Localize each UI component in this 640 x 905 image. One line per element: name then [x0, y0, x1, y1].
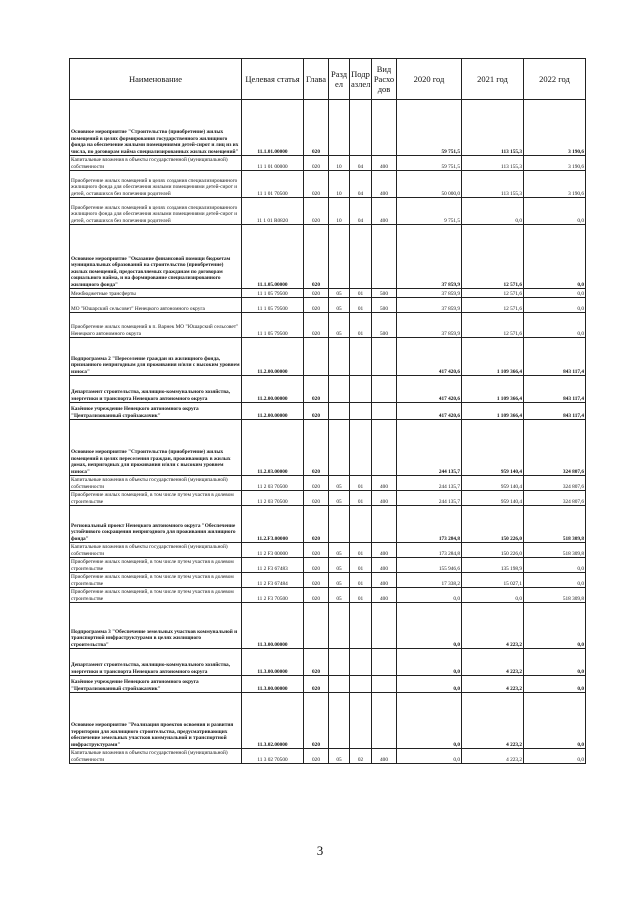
section-cell — [329, 506, 350, 543]
col-header-chapter: Глава — [304, 59, 329, 100]
col-header-target-article: Целевая статья — [242, 59, 304, 100]
section-cell — [329, 338, 350, 376]
subsection-cell: 01 — [350, 476, 372, 491]
amount-2021-cell: 4 223,2 — [462, 749, 524, 764]
amount-2021-cell: 4 223,2 — [462, 603, 524, 649]
table-row — [70, 676, 586, 693]
target-article-cell: 11.1.05.00000 — [242, 225, 304, 289]
section-cell — [329, 420, 350, 476]
amount-2022-cell: 0,0 — [524, 313, 586, 338]
expense-type-cell: 400 — [372, 558, 397, 573]
amount-2022-cell: 0,0 — [524, 603, 586, 649]
subsection-cell — [350, 649, 372, 676]
subsection-cell: 01 — [350, 558, 372, 573]
section-cell — [329, 100, 350, 156]
col-header-2021: 2021 год — [462, 59, 524, 100]
expense-type-cell: 400 — [372, 198, 397, 225]
target-article-cell: 11.2.00.00000 — [242, 403, 304, 420]
expense-type-cell: 500 — [372, 289, 397, 298]
col-header-expense-type: Вид Расхо дов — [372, 59, 397, 100]
subsection-cell — [350, 693, 372, 749]
row-name-cell: Приобретение жилых помещений в целях создания специализированного жилищного фонда для обеспечения жилыми помещениями детей-сирот и детей, оставшихся без попечения родителей — [70, 198, 242, 225]
target-article-cell: 11.2.F3.00000 — [242, 506, 304, 543]
amount-2021-cell: 150 226,0 — [462, 543, 524, 558]
amount-2021-cell: 12 571,6 — [462, 313, 524, 338]
amount-2021-cell: 959 140,4 — [462, 476, 524, 491]
row-name-cell: Основное мероприятие "Оказание финансовой помощи бюджетам муниципальных образований на строительство (приобретение) жилых помещений, предоставляемых гражданам по договорам социального найма, и на формирование специализированного жилищного фонда" — [70, 225, 242, 289]
table-row — [70, 156, 586, 171]
target-article-cell: 11 2 F3 00000 — [242, 543, 304, 558]
amount-2021-cell: 150 226,0 — [462, 506, 524, 543]
amount-2020-cell: 0,0 — [397, 603, 462, 649]
target-article-cell: 11.2.00.00000 — [242, 338, 304, 376]
amount-2020-cell: 59 751,5 — [397, 156, 462, 171]
amount-2022-cell: 0,0 — [524, 289, 586, 298]
amount-2022-cell: 518 309,8 — [524, 588, 586, 603]
table-row — [70, 749, 586, 764]
target-article-cell: 11.1.01.00000 — [242, 100, 304, 156]
row-name-cell: Капитальные вложения в объекты государственной (муниципальной) собственности — [70, 543, 242, 558]
chapter-cell: 020 — [304, 543, 329, 558]
amount-2020-cell: 173 284,8 — [397, 506, 462, 543]
subsection-cell: 01 — [350, 588, 372, 603]
table-row — [70, 171, 586, 198]
chapter-cell: 020 — [304, 491, 329, 506]
amount-2020-cell: 50 000,0 — [397, 171, 462, 198]
amount-2022-cell: 0,0 — [524, 749, 586, 764]
row-name-cell: Подпрограмма 2 "Переселение граждан из жилищного фонда, признанного непригодным для проживания и/или с высоким уровнем износа" — [70, 338, 242, 376]
amount-2021-cell: 0,0 — [462, 588, 524, 603]
target-article-cell: 11.2.00.00000 — [242, 376, 304, 403]
amount-2020-cell: 59 751,5 — [397, 100, 462, 156]
expense-type-cell — [372, 506, 397, 543]
row-name-cell: Приобретение жилых помещений, в том числе путем участия в долевом строительстве — [70, 558, 242, 573]
amount-2020-cell: 9 751,5 — [397, 198, 462, 225]
section-cell: 10 — [329, 156, 350, 171]
subsection-cell — [350, 506, 372, 543]
subsection-cell — [350, 420, 372, 476]
subsection-cell — [350, 338, 372, 376]
amount-2022-cell: 3 190,6 — [524, 171, 586, 198]
header-row — [70, 59, 586, 100]
amount-2022-cell: 0,0 — [524, 693, 586, 749]
subsection-cell: 04 — [350, 198, 372, 225]
expense-type-cell — [372, 225, 397, 289]
amount-2022-cell: 0,0 — [524, 676, 586, 693]
expense-type-cell: 400 — [372, 573, 397, 588]
row-name-cell: Приобретение жилых помещений, в том числе путем участия в долевом строительстве — [70, 573, 242, 588]
subsection-cell — [350, 376, 372, 403]
subsection-cell: 02 — [350, 749, 372, 764]
subsection-cell — [350, 676, 372, 693]
target-article-cell: 11 1 05 79500 — [242, 289, 304, 298]
amount-2022-cell: 843 117,4 — [524, 376, 586, 403]
expense-type-cell — [372, 100, 397, 156]
col-header-name: Наименование — [70, 59, 242, 100]
amount-2020-cell: 37 859,9 — [397, 289, 462, 298]
section-cell: 10 — [329, 171, 350, 198]
amount-2020-cell: 244 135,7 — [397, 420, 462, 476]
section-cell: 05 — [329, 558, 350, 573]
amount-2021-cell: 113 155,3 — [462, 156, 524, 171]
target-article-cell: 11.2.03.00000 — [242, 420, 304, 476]
table-row — [70, 491, 586, 506]
amount-2021-cell: 12 571,6 — [462, 289, 524, 298]
amount-2021-cell: 135 198,9 — [462, 558, 524, 573]
amount-2020-cell: 417 420,6 — [397, 403, 462, 420]
amount-2020-cell: 244 135,7 — [397, 491, 462, 506]
amount-2020-cell: 0,0 — [397, 588, 462, 603]
chapter-cell: 020 — [304, 100, 329, 156]
table-row — [70, 573, 586, 588]
section-cell — [329, 403, 350, 420]
target-article-cell: 11 2 03 70500 — [242, 476, 304, 491]
row-name-cell: МО "Юшарский сельсовет" Ненецкого автономного округа — [70, 298, 242, 313]
section-cell — [329, 603, 350, 649]
amount-2022-cell: 0,0 — [524, 649, 586, 676]
amount-2021-cell: 959 140,4 — [462, 420, 524, 476]
row-name-cell: Основное мероприятие "Строительство (приобретение) жилых помещений в целях переселения граждан, проживающих в жилых домах, непригодных для проживания и/или с высоким уровнем износа" — [70, 420, 242, 476]
row-name-cell: Приобретение жилых помещений, в том числе путем участия в долевом строительстве — [70, 491, 242, 506]
amount-2022-cell: 324 807,6 — [524, 491, 586, 506]
amount-2021-cell: 4 223,2 — [462, 676, 524, 693]
amount-2020-cell: 0,0 — [397, 693, 462, 749]
target-article-cell: 11 2 F3 67483 — [242, 558, 304, 573]
expense-type-cell: 400 — [372, 749, 397, 764]
chapter-cell: 020 — [304, 506, 329, 543]
amount-2021-cell: 12 571,6 — [462, 298, 524, 313]
row-name-cell: Департамент строительства, жилищно-коммунального хозяйства, энергетики и транспорта Ненецкого автономного округа — [70, 376, 242, 403]
amount-2021-cell: 113 155,3 — [462, 100, 524, 156]
expense-type-cell: 400 — [372, 588, 397, 603]
chapter-cell — [304, 603, 329, 649]
section-cell — [329, 676, 350, 693]
chapter-cell: 020 — [304, 156, 329, 171]
expense-type-cell: 400 — [372, 171, 397, 198]
row-name-cell: Межбюджетные трансферты — [70, 289, 242, 298]
col-header-subsection: Подр азлел — [350, 59, 372, 100]
expense-type-cell: 500 — [372, 313, 397, 338]
amount-2022-cell: 324 807,6 — [524, 420, 586, 476]
expense-type-cell: 400 — [372, 491, 397, 506]
page-number: 3 — [316, 843, 324, 858]
table-body — [70, 100, 586, 764]
amount-2021-cell: 1 109 366,4 — [462, 338, 524, 376]
row-name-cell: Подпрограмма 3 "Обеспечение земельных участков коммунальной и транспортной инфраструктурами в целях жилищного строительства" — [70, 603, 242, 649]
expense-type-cell — [372, 338, 397, 376]
budget-table-sheet — [69, 58, 585, 764]
amount-2022-cell: 0,0 — [524, 198, 586, 225]
table-row — [70, 298, 586, 313]
subsection-cell: 01 — [350, 289, 372, 298]
expense-type-cell — [372, 693, 397, 749]
section-cell: 10 — [329, 198, 350, 225]
chapter-cell: 020 — [304, 420, 329, 476]
target-article-cell: 11 1 05 79500 — [242, 313, 304, 338]
amount-2022-cell: 843 117,4 — [524, 338, 586, 376]
subsection-cell: 01 — [350, 313, 372, 338]
expense-type-cell: 400 — [372, 476, 397, 491]
table-row — [70, 543, 586, 558]
row-name-cell: Капитальные вложения в объекты государственной (муниципальной) собственности — [70, 476, 242, 491]
target-article-cell: 11.3.00.00000 — [242, 603, 304, 649]
section-cell — [329, 649, 350, 676]
target-article-cell: 11.3.00.00000 — [242, 649, 304, 676]
chapter-cell: 020 — [304, 313, 329, 338]
chapter-cell: 020 — [304, 588, 329, 603]
target-article-cell: 11 1 05 79500 — [242, 298, 304, 313]
amount-2021-cell: 959 140,4 — [462, 491, 524, 506]
chapter-cell: 020 — [304, 573, 329, 588]
target-article-cell: 11 2 03 70500 — [242, 491, 304, 506]
target-article-cell: 11 2 F3 67484 — [242, 573, 304, 588]
chapter-cell: 020 — [304, 749, 329, 764]
table-row — [70, 476, 586, 491]
section-cell: 05 — [329, 573, 350, 588]
budget-table — [69, 58, 586, 764]
section-cell: 05 — [329, 491, 350, 506]
col-header-2020: 2020 год — [397, 59, 462, 100]
expense-type-cell — [372, 676, 397, 693]
expense-type-cell — [372, 603, 397, 649]
chapter-cell: 020 — [304, 649, 329, 676]
amount-2022-cell: 518 309,8 — [524, 506, 586, 543]
row-name-cell: Основное мероприятие "Реализация проектов освоения и развития территории для жилищного строительства, предусматривающих обеспечение земельных участков коммунальной и транспортной инфраструктурами" — [70, 693, 242, 749]
chapter-cell: 020 — [304, 693, 329, 749]
chapter-cell: 020 — [304, 676, 329, 693]
subsection-cell: 01 — [350, 543, 372, 558]
table-row — [70, 506, 586, 543]
subsection-cell — [350, 603, 372, 649]
section-cell — [329, 376, 350, 403]
table-row — [70, 376, 586, 403]
chapter-cell: 020 — [304, 289, 329, 298]
amount-2020-cell: 37 859,9 — [397, 225, 462, 289]
amount-2020-cell: 244 135,7 — [397, 476, 462, 491]
amount-2021-cell: 4 223,2 — [462, 693, 524, 749]
target-article-cell: 11.3.02.00000 — [242, 693, 304, 749]
row-name-cell: Казённое учреждение Ненецкого автономного округа "Централизованный стройзаказчик" — [70, 403, 242, 420]
amount-2021-cell: 1 109 366,4 — [462, 376, 524, 403]
row-name-cell: Региональный проект Ненецкого автономного округа "Обеспечение устойчивого сокращения непригодного для проживания жилищного фонда" — [70, 506, 242, 543]
table-row — [70, 225, 586, 289]
col-header-section: Разд ел — [329, 59, 350, 100]
section-cell: 05 — [329, 289, 350, 298]
subsection-cell: 04 — [350, 156, 372, 171]
row-name-cell: Департамент строительства, жилищно-коммунального хозяйства, энергетики и транспорта Ненецкого автономного округа — [70, 649, 242, 676]
table-row — [70, 198, 586, 225]
amount-2022-cell: 3 190,6 — [524, 100, 586, 156]
section-cell: 05 — [329, 749, 350, 764]
amount-2022-cell: 324 807,6 — [524, 476, 586, 491]
section-cell: 05 — [329, 588, 350, 603]
amount-2020-cell: 17 338,2 — [397, 573, 462, 588]
target-article-cell: 11 1 01 70500 — [242, 171, 304, 198]
amount-2022-cell: 3 190,6 — [524, 156, 586, 171]
section-cell: 05 — [329, 298, 350, 313]
table-row — [70, 338, 586, 376]
chapter-cell: 020 — [304, 225, 329, 289]
table-row — [70, 693, 586, 749]
target-article-cell: 11 2 F3 70500 — [242, 588, 304, 603]
section-cell: 05 — [329, 476, 350, 491]
table-row — [70, 649, 586, 676]
amount-2020-cell: 173 284,8 — [397, 543, 462, 558]
amount-2022-cell: 0,0 — [524, 225, 586, 289]
amount-2020-cell: 0,0 — [397, 749, 462, 764]
target-article-cell: 11 3 02 70500 — [242, 749, 304, 764]
amount-2022-cell: 0,0 — [524, 558, 586, 573]
expense-type-cell — [372, 649, 397, 676]
chapter-cell: 020 — [304, 476, 329, 491]
row-name-cell: Капитальные вложения в объекты государственной (муниципальной) собственности — [70, 156, 242, 171]
section-cell — [329, 693, 350, 749]
amount-2021-cell: 0,0 — [462, 198, 524, 225]
row-name-cell: Основное мероприятие "Строительство (приобретение) жилых помещений в целях формирования государственного жилищного фонда на обеспечение жилыми помещениями детей-сирот и лиц из их числа, по договорам найма специализированных жилых помещений" — [70, 100, 242, 156]
table-row — [70, 603, 586, 649]
subsection-cell: 01 — [350, 491, 372, 506]
expense-type-cell: 400 — [372, 543, 397, 558]
table-row — [70, 313, 586, 338]
section-cell: 05 — [329, 543, 350, 558]
expense-type-cell: 400 — [372, 156, 397, 171]
table-row — [70, 289, 586, 298]
amount-2020-cell: 417 420,6 — [397, 376, 462, 403]
amount-2021-cell: 1 109 366,4 — [462, 403, 524, 420]
amount-2022-cell: 843 117,4 — [524, 403, 586, 420]
expense-type-cell — [372, 376, 397, 403]
chapter-cell: 020 — [304, 298, 329, 313]
subsection-cell: 04 — [350, 171, 372, 198]
table-row — [70, 100, 586, 156]
row-name-cell: Приобретение жилых помещений в п. Варнек МО "Юшарский сельсовет" Ненецкого автономного округа — [70, 313, 242, 338]
amount-2021-cell: 12 571,6 — [462, 225, 524, 289]
amount-2022-cell: 0,0 — [524, 573, 586, 588]
section-cell: 05 — [329, 313, 350, 338]
target-article-cell: 11 1 01 R0820 — [242, 198, 304, 225]
amount-2020-cell: 155 946,6 — [397, 558, 462, 573]
amount-2022-cell: 518 309,8 — [524, 543, 586, 558]
amount-2020-cell: 37 859,9 — [397, 313, 462, 338]
subsection-cell — [350, 100, 372, 156]
amount-2020-cell: 37 859,9 — [397, 298, 462, 313]
amount-2020-cell: 0,0 — [397, 649, 462, 676]
col-header-2022: 2022 год — [524, 59, 586, 100]
expense-type-cell — [372, 403, 397, 420]
subsection-cell — [350, 403, 372, 420]
subsection-cell: 01 — [350, 573, 372, 588]
row-name-cell: Приобретение жилых помещений в целях создания специализированного жилищного фонда для обеспечения жилыми помещениями детей-сирот и детей, оставшихся без попечения родителей — [70, 171, 242, 198]
chapter-cell: 020 — [304, 376, 329, 403]
subsection-cell: 01 — [350, 298, 372, 313]
table-row — [70, 558, 586, 573]
row-name-cell: Капитальные вложения в объекты государственной (муниципальной) собственности — [70, 749, 242, 764]
amount-2020-cell: 417 420,6 — [397, 338, 462, 376]
row-name-cell: Приобретение жилых помещений, в том числе путем участия в долевом строительстве — [70, 588, 242, 603]
amount-2022-cell: 0,0 — [524, 298, 586, 313]
target-article-cell: 11.3.00.00000 — [242, 676, 304, 693]
row-name-cell: Казённое учреждение Ненецкого автономного округа "Централизованный стройзаказчик" — [70, 676, 242, 693]
expense-type-cell — [372, 420, 397, 476]
table-row — [70, 403, 586, 420]
chapter-cell — [304, 338, 329, 376]
chapter-cell: 020 — [304, 558, 329, 573]
table-row — [70, 420, 586, 476]
amount-2021-cell: 4 223,2 — [462, 649, 524, 676]
expense-type-cell: 500 — [372, 298, 397, 313]
amount-2020-cell: 0,0 — [397, 676, 462, 693]
amount-2021-cell: 113 155,3 — [462, 171, 524, 198]
chapter-cell: 020 — [304, 198, 329, 225]
target-article-cell: 11 1 01 00000 — [242, 156, 304, 171]
chapter-cell: 020 — [304, 403, 329, 420]
table-row — [70, 588, 586, 603]
section-cell — [329, 225, 350, 289]
chapter-cell: 020 — [304, 171, 329, 198]
amount-2021-cell: 15 027,1 — [462, 573, 524, 588]
subsection-cell — [350, 225, 372, 289]
